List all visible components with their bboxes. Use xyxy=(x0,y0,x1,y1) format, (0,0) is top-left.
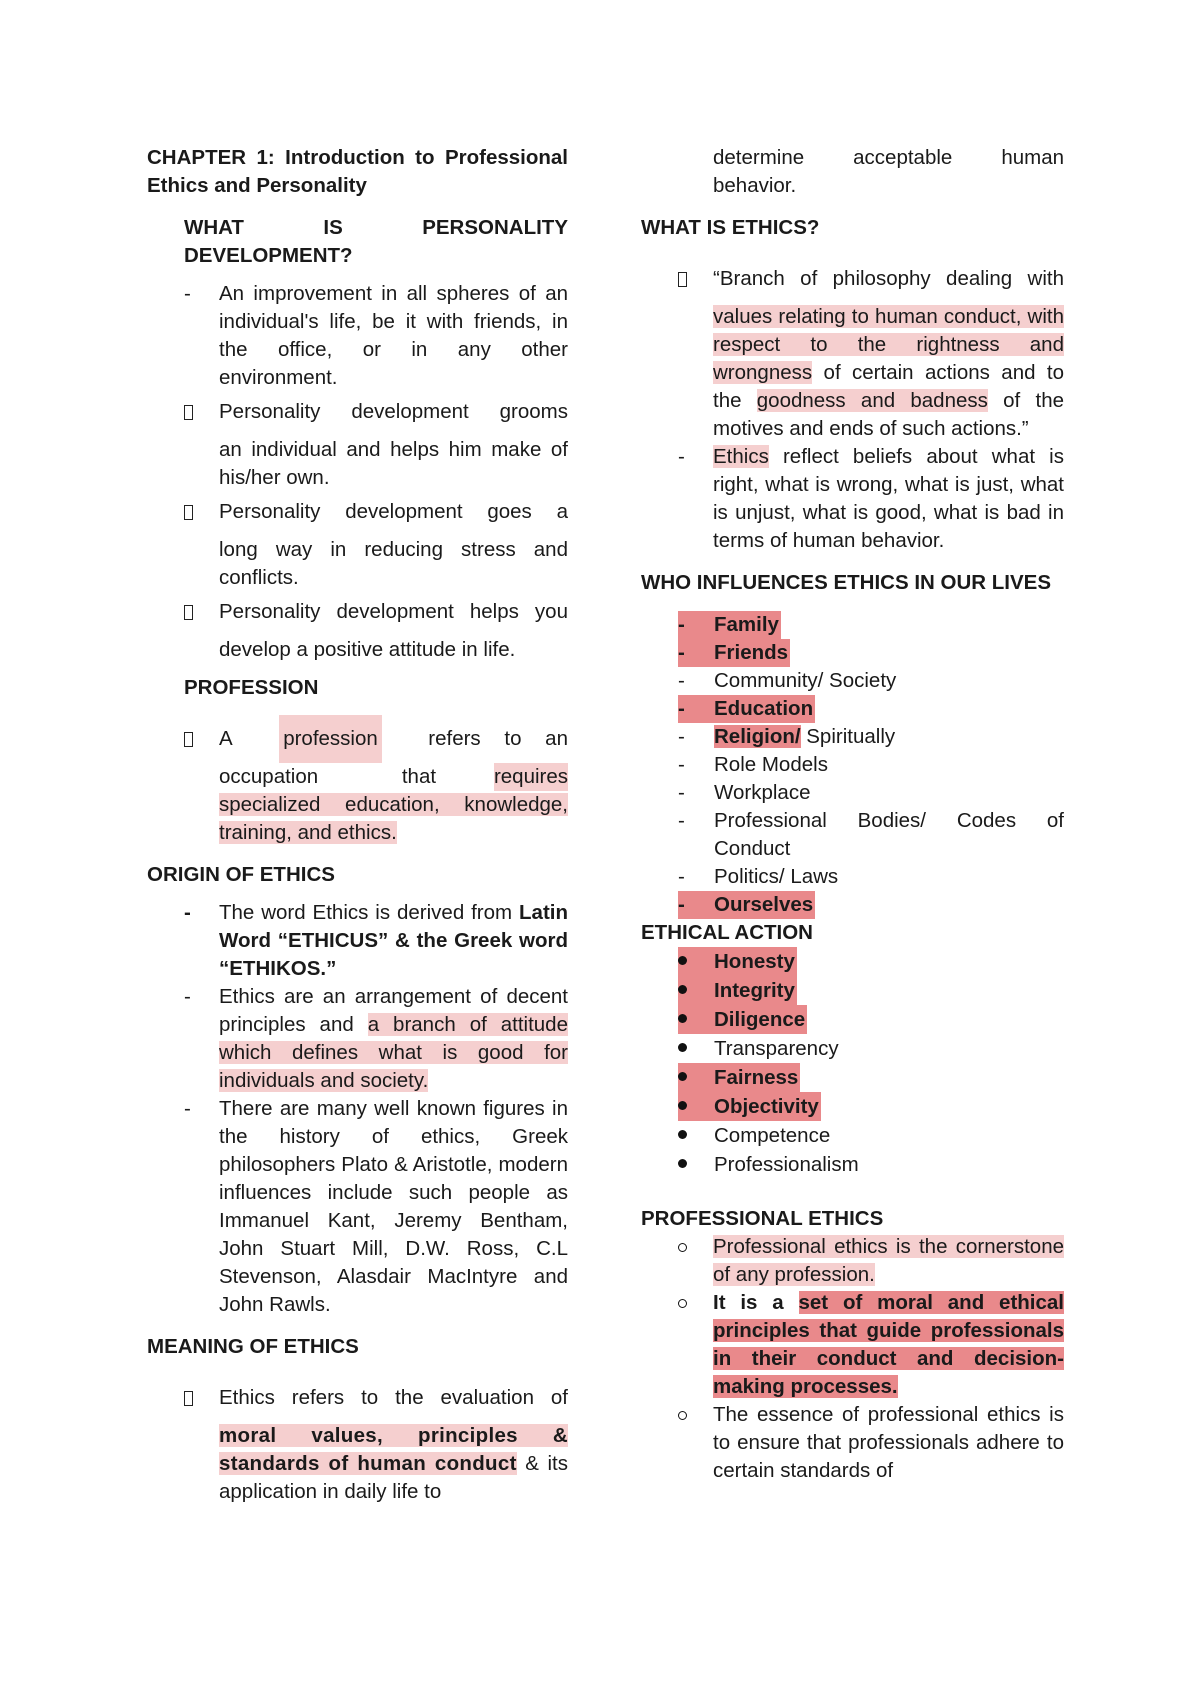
list-item: Transparency xyxy=(678,1034,1064,1063)
personality-dash-item: - An improvement in all spheres of an individual's life, be it with friends, in the office, or in any other environment. xyxy=(184,282,568,389)
bullet-icon xyxy=(678,1101,687,1110)
list-item: - Community/ Society xyxy=(678,669,897,692)
bullet-icon xyxy=(678,1159,687,1168)
influences-heading: WHO INFLUENCES ETHICS IN OUR LIVES xyxy=(641,571,1052,594)
meaning-continued: determine acceptable human behavior. xyxy=(713,146,1064,197)
circle-bullet-icon xyxy=(678,1243,687,1252)
square-bullet-icon xyxy=(184,605,193,620)
profession-heading: PROFESSION xyxy=(184,676,319,699)
bullet-icon xyxy=(678,985,687,994)
square-bullet-icon xyxy=(184,405,193,420)
list-item: - Ourselves xyxy=(678,891,815,919)
list-item: - Politics/ Laws xyxy=(678,865,839,888)
list-item: - Religion/ Spiritually xyxy=(678,725,896,748)
list-item: - Role Models xyxy=(678,753,828,776)
professional-ethics-heading: PROFESSIONAL ETHICS xyxy=(641,1207,884,1230)
bullet-icon xyxy=(678,1043,687,1052)
profession-item: A profession refers to an occupation that requires specialized education, knowledge, training, and ethics. xyxy=(147,725,568,847)
list-item: Honesty xyxy=(678,947,797,976)
list-item: Diligence xyxy=(678,1005,807,1034)
circle-bullet-icon xyxy=(678,1411,687,1420)
prof-ethics-item-2: It is a set of moral and ethical principles that guide professionals in their conduct and decision-making processes. xyxy=(641,1289,1064,1401)
meaning-heading: MEANING OF ETHICS xyxy=(147,1335,359,1358)
square-bullet-icon xyxy=(184,505,193,520)
right-column xyxy=(641,144,1064,1485)
prof-ethics-item-1: Professional ethics is the cornerstone of any profession. xyxy=(641,1233,1064,1289)
list-item: Fairness xyxy=(678,1063,800,1092)
list-item: Objectivity xyxy=(678,1092,821,1121)
list-item: - Professional Bodies/ Codes of Conduct xyxy=(678,809,1064,860)
origin-heading: ORIGIN OF ETHICS xyxy=(147,863,335,886)
list-item: - Family xyxy=(678,611,781,639)
personality-item-2: Personality development goes a long way in reducing stress and conflicts. xyxy=(147,498,568,592)
list-item: - Education xyxy=(678,695,815,723)
circle-bullet-icon xyxy=(678,1299,687,1308)
origin-item-1: - The word Ethics is derived from Latin Word “ETHICUS” & the Greek word “ETHIKOS.” xyxy=(184,901,568,980)
origin-item-2: - Ethics are an arrangement of decent principles and a branch of attitude which defines what is good for individuals and society. xyxy=(184,985,568,1092)
bullet-icon xyxy=(678,956,687,965)
bullet-icon xyxy=(678,1014,687,1023)
ethical-action-list xyxy=(641,947,1064,1179)
square-bullet-icon xyxy=(184,732,193,747)
prof-ethics-item-3: The essence of professional ethics is to ensure that professionals adhere to certain standards of xyxy=(641,1401,1064,1485)
ethics-quote-item: “Branch of philosophy dealing with values relating to human conduct, with respect to the rightness and wrongness of certain actions and to the goodness and badness of the motives and ends of such actions.” xyxy=(641,265,1064,443)
personality-item-3: Personality development helps you develop a positive attitude in life. xyxy=(147,598,568,664)
list-item: - Friends xyxy=(678,639,790,667)
square-bullet-icon xyxy=(678,272,687,287)
list-item: Professionalism xyxy=(678,1150,1064,1179)
influences-list xyxy=(641,611,1064,919)
square-bullet-icon xyxy=(184,1391,193,1406)
ethical-action-heading: ETHICAL ACTION xyxy=(641,921,813,944)
personality-heading: WHAT IS PERSONALITY DEVELOPMENT? xyxy=(184,216,568,267)
list-item: Competence xyxy=(678,1121,1064,1150)
list-item: Integrity xyxy=(678,976,797,1005)
personality-item-1: Personality development grooms an individual and helps him make of his/her own. xyxy=(147,398,568,492)
chapter-title: CHAPTER 1: Introduction to Professional Ethics and Personality xyxy=(147,146,568,197)
left-column xyxy=(147,144,568,1506)
origin-item-3: - There are many well known figures in the history of ethics, Greek philosophers Plato & Aristotle, modern influences include such people as Immanuel Kant, Jeremy Bentham, John Stuart Mill, D.W. Ross, C.L Stevenson, Alasdair MacIntyre and John Rawls. xyxy=(184,1097,568,1316)
list-item: - Workplace xyxy=(678,781,811,804)
bullet-icon xyxy=(678,1072,687,1081)
ethics-dash-item: - Ethics reflect beliefs about what is right, what is wrong, what is just, what is unjust, what is good, what is bad in terms of human behavior. xyxy=(678,445,1064,552)
meaning-item: Ethics refers to the evaluation of moral values, principles & standards of human conduct & its application in daily life to xyxy=(147,1384,568,1506)
what-is-ethics-heading: WHAT IS ETHICS? xyxy=(641,216,820,239)
bullet-icon xyxy=(678,1130,687,1139)
